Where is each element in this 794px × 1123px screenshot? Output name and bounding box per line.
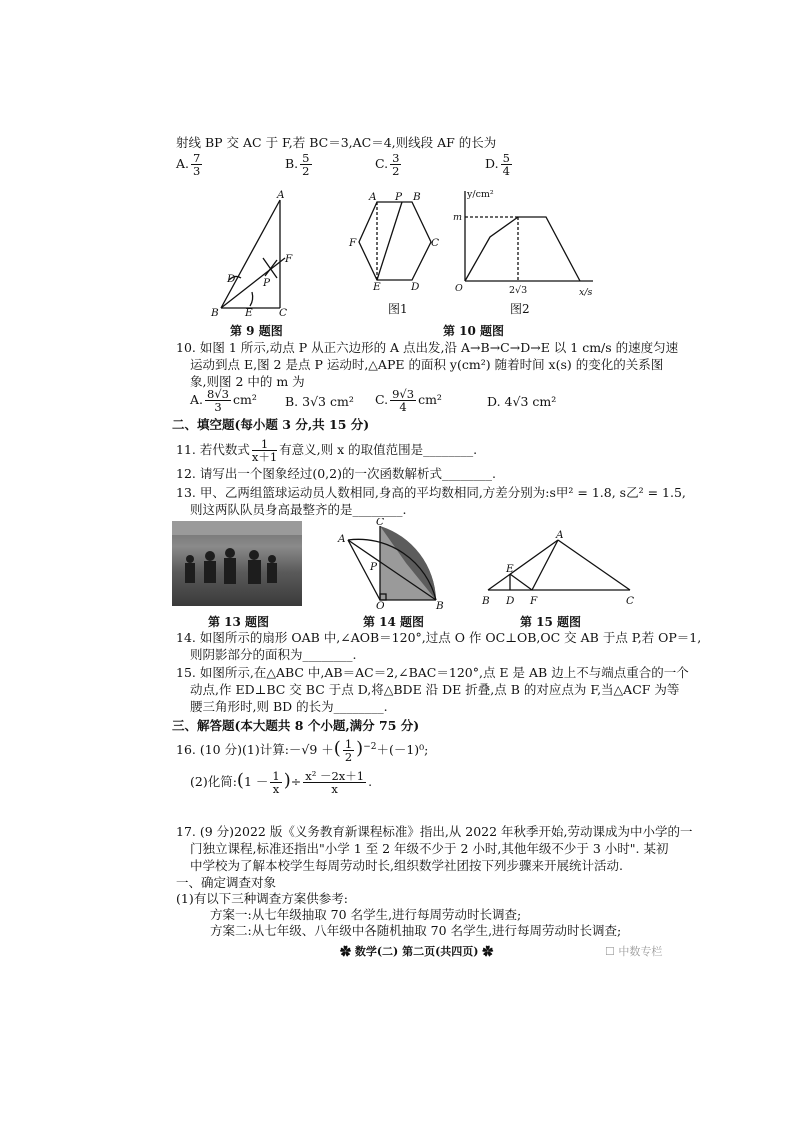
q9-option-c: C. $\frac{3}{2}$ bbox=[375, 151, 400, 178]
q12: 12. 请写出一个图象经过(0,2)的一次函数解析式________. bbox=[176, 466, 496, 481]
q9-option-a: A. $\frac{7}{3}$ bbox=[176, 151, 201, 178]
page-footer: ✿ 数学(二) 第二页(共四页) ✿ bbox=[340, 945, 494, 958]
q14-line1: 14. 如图所示的扇形 OAB 中,∠AOB＝120°,过点 O 作 OC⊥OB,OC 交 AB 于点 P,若 OP＝1, bbox=[176, 630, 702, 645]
q9-label-f: F bbox=[285, 253, 293, 265]
q15-line3: 腰三角形时,则 BD 的长为________. bbox=[190, 699, 388, 714]
q17-line5: (1)有以下三种调查方案供参考: bbox=[176, 891, 348, 906]
q15-line2: 动点,作 ED⊥BC 交 BC 于点 D,将△BDE 沿 DE 折叠,点 B 的对应点为 F,当△ACF 为等 bbox=[190, 682, 680, 697]
q10-hexagon-figure bbox=[345, 192, 440, 292]
q13-line1: 13. 甲、乙两组篮球运动员人数相同,身高的平均数相同,方差分别为:s甲² = 1.8, s乙² = 1.5, bbox=[176, 485, 686, 500]
q15-label-e: E bbox=[506, 563, 514, 575]
q14-caption: 第 14 题图 bbox=[363, 615, 425, 629]
q10-fig2-caption: 图2 bbox=[510, 302, 530, 316]
q9-caption: 第 9 题图 bbox=[230, 324, 283, 338]
q15-caption: 第 15 题图 bbox=[520, 615, 582, 629]
q16-part2: (2)化简:(1 － $\frac{1}{x}$ )÷ $\frac{\text{x² －2x＋1}}{x}$ . bbox=[190, 769, 373, 796]
q9-stem: 射线 BP 交 AC 于 F,若 BC＝3,AC＝4,则线段 AF 的长为 bbox=[176, 135, 497, 150]
q17-line7: 方案二:从七年级、八年级中各随机抽取 70 名学生,进行每周劳动时长调查; bbox=[210, 923, 622, 938]
q9-figure bbox=[205, 188, 315, 318]
q10-hex-label-d: D bbox=[411, 281, 420, 292]
q10-hex-label-e: E bbox=[373, 281, 381, 292]
q10-graph-xlabel: x/s bbox=[579, 287, 593, 298]
q10-hex-label-b: B bbox=[413, 192, 421, 203]
q10-caption: 第 10 题图 bbox=[443, 324, 505, 338]
q10-graph-origin: O bbox=[455, 283, 463, 294]
q14-line2: 则阴影部分的面积为________. bbox=[190, 647, 357, 662]
q9-label-c: C bbox=[279, 307, 288, 318]
q17-line1: 17. (9 分)2022 版《义务教育新课程标准》指出,从 2022 年秋季开始,劳动课成为中小学的一 bbox=[176, 824, 693, 839]
q10-option-b: B. 3√3 cm² bbox=[285, 394, 354, 409]
q10-line1: 10. 如图 1 所示,动点 P 从正六边形的 A 点出发,沿 A→B→C→D→E 以 1 cm/s 的速度匀速 bbox=[176, 340, 679, 355]
q15-label-f: F bbox=[530, 595, 538, 607]
q10-graph-xtick: 2√3 bbox=[509, 285, 528, 296]
q10-graph-m: m bbox=[453, 212, 463, 223]
q10-option-d: D. 4√3 cm² bbox=[487, 394, 557, 409]
q14-label-o: O bbox=[376, 600, 385, 610]
q10-hex-label-a: A bbox=[369, 192, 377, 203]
q13-line2: 则这两队队员身高最整齐的是________. bbox=[190, 502, 407, 517]
q17-line2: 门独立课程,标准还指出"小学 1 至 2 年级不少于 2 小时,其他年级不少于 3 小时". 某初 bbox=[190, 841, 669, 856]
q15-figure bbox=[480, 528, 640, 608]
q11: 11. 若代数式 $\frac{1}{x+1}$ 有意义,则 x 的取值范围是________. bbox=[176, 437, 478, 464]
q9-label-e: E bbox=[245, 307, 253, 318]
q15-label-b: B bbox=[482, 595, 490, 607]
q10-option-c: C. $\frac{9√3}{4}$ cm² bbox=[375, 387, 442, 414]
q15-label-c: C bbox=[626, 595, 635, 607]
q13-caption: 第 13 题图 bbox=[208, 615, 270, 629]
q9-label-p: P bbox=[263, 277, 271, 289]
q17-line4: 一、确定调查对象 bbox=[176, 875, 277, 890]
q16-part1: 16. (10 分)(1)计算:－√9 ＋( $\frac{1}{2}$ )$^{-2}$＋(－1)⁰; bbox=[176, 737, 429, 764]
q10-hex-label-p: P bbox=[395, 192, 403, 203]
q14-label-p: P bbox=[370, 561, 378, 573]
q17-line3: 中学校为了解本校学生每周劳动时长,组织数学社团按下列步骤来开展统计活动. bbox=[190, 858, 623, 873]
q10-line3: 象,则图 2 中的 m 为 bbox=[190, 374, 305, 389]
q14-label-b: B bbox=[436, 600, 444, 610]
q15-line1: 15. 如图所示,在△ABC 中,AB＝AC＝2,∠BAC＝120°,点 E 是 AB 边上不与端点重合的一个 bbox=[176, 665, 689, 680]
q17-line6: 方案一:从七年级抽取 70 名学生,进行每周劳动时长调查; bbox=[210, 907, 522, 922]
q10-hex-label-f: F bbox=[349, 237, 357, 249]
q14-label-c: C bbox=[376, 518, 385, 528]
q13-basketball-photo bbox=[172, 521, 302, 606]
q14-label-a: A bbox=[338, 533, 346, 545]
q10-fig1-caption: 图1 bbox=[388, 302, 408, 316]
section-3-heading: 三、解答题(本大题共 8 个小题,满分 75 分) bbox=[172, 718, 420, 733]
watermark: ☐ 中数专栏 bbox=[605, 945, 663, 958]
q10-option-a: A. $\frac{8√3}{3}$ cm² bbox=[190, 387, 257, 414]
q9-label-d: D bbox=[227, 273, 236, 285]
q14-figure bbox=[336, 518, 456, 610]
section-2-heading: 二、填空题(每小题 3 分,共 15 分) bbox=[172, 417, 370, 432]
q9-option-d: D. $\frac{5}{4}$ bbox=[485, 151, 510, 178]
q10-graph-ylabel: y/cm² bbox=[467, 189, 494, 200]
q10-line2: 运动到点 E,图 2 是点 P 运动时,△APE 的面积 y(cm²) 随着时间 x(s) 的变化的关系图 bbox=[190, 357, 664, 372]
q9-label-b: B bbox=[211, 307, 219, 318]
q10-hex-label-c: C bbox=[431, 237, 440, 249]
q15-label-a: A bbox=[556, 529, 564, 541]
q15-label-d: D bbox=[506, 595, 515, 607]
q9-option-b: B. $\frac{5}{2}$ bbox=[285, 151, 310, 178]
q9-label-a: A bbox=[277, 189, 285, 201]
q10-graph-figure bbox=[445, 185, 600, 305]
